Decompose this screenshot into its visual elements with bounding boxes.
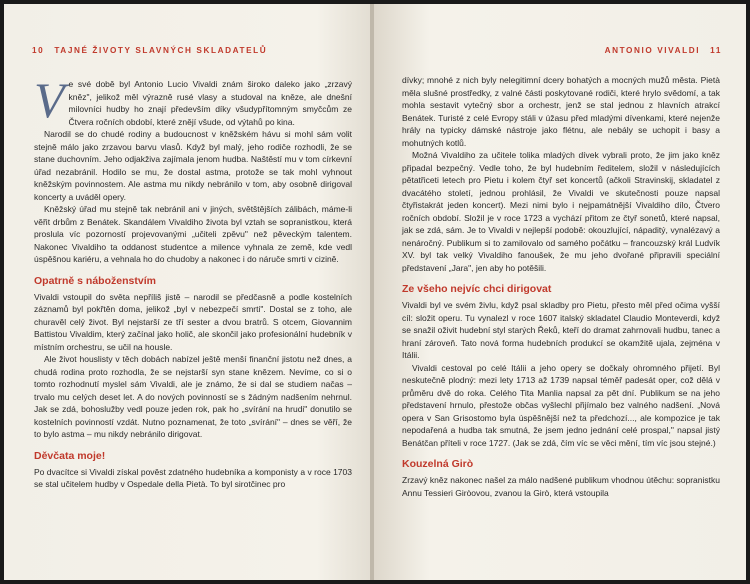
left-page-body bbox=[34, 72, 352, 491]
right-section1-paragraph-1: Vivaldi byl ve svém živlu, když psal skladby pro Pietu, přesto měl před očima vyšší cíl: složit operu. Tu vynalezl v roce 1607 italský skladatel Claudio Monteverdi, když se snažil oživit hudební styl starých Řeků, kteří do dramat zahrnovali hudbu, tanec a hraní zároveň. Tato nová forma hudebních produkcí se okamžitě ujala, zejména v Itálii. bbox=[402, 300, 720, 360]
right-section1-paragraph-2: Vivaldi cestoval po celé Itálii a jeho opery se dočkaly ohromného přijetí. Byl neskutečně plodný: mezi lety 1713 až 1739 napsal téměř padesát oper, což dělá v průměru dvě do roka. Celého Tita Manlia napsal za pět dní. Publikum se na jeho představení hrnulo, přestože občas vyšlechl přijímalo bez valného nadšení. „Nová opera v San Grisostomo byla úspěšnější než ta předchozí..., ale kompozice je tak nepodařená a hudba tak smutná, že jsem jedno jednání celé prospal," napsal jistý Benátčan příteli v roce 1727. (Jak se zdá, čím víc se věci mění, tím víc jsou stejné.) bbox=[402, 362, 720, 448]
section-heading-devcata: Děvčata moje! bbox=[34, 449, 106, 462]
right-intro-paragraph-2: Možná Vivaldiho za učitele tolika mladých dívek vybrali proto, že jim jako kněz připadal bezpečný. Vedle toho, že byl hudebním ředitelem, složil v následujících pětatřiceti letech pro Pietu i kolem čtyř set koncertů (ačkoli Stravinskij, skladatel z dvacátého století, jednou prohlásil, že Vivaldi ve skutečnosti pouze napsal čtyřistakrát jeden koncert). Mezi nimi bylo i nejpamátnější Vivaldiho dílo, Čtvero ročních období. Složil je v roce 1723 a vychází přitom ze čtyř sonetů, které napsal, jak se zdá, sám. Je to Vivaldi v nejlepší podobě: okouzlující, nápaditý, vynalézavý a nenáročný. Publikum si to zamilovalo od samého počátku – francouzský král Ludvík XV. byl tak velký Vivaldiho fanoušek, že mu jeho dvořané připravili speciální představení „Jara", jen aby ho potěšili. bbox=[402, 150, 720, 273]
left-running-head bbox=[32, 46, 267, 55]
dropcap: V bbox=[34, 72, 65, 128]
right-running-head-title: ANTONIO VIVALDI bbox=[604, 46, 701, 55]
book-spread bbox=[4, 4, 746, 580]
section-heading-dirigovat: Ze všeho nejvíc chci dirigovat bbox=[402, 283, 552, 295]
left-section2-paragraph-1: Po dvacítce si Vivaldi získal pověst zdatného hudebníka a komponisty a v roce 1703 se stal učitelem hudby v Ospedale della Pietà. To byl sirotčinec pro bbox=[34, 466, 352, 489]
section-heading-opatrne: Opatrně s náboženstvím bbox=[34, 274, 156, 287]
left-intro-paragraph-1: Ve své době byl Antonio Lucio Vivaldi znám široko daleko jako „zrzavý kněz", jelikož měl výrazně rusé vlasy a studoval na kněze, ale dnešní milovníci hudby ho znají především díky všudypřítomným smyčcům ze Čtvera ročních období, které znějí všude, od výtahů po kina. bbox=[34, 72, 352, 128]
right-intro-paragraph-1: dívky; mnohé z nich byly nelegitimní dcery bohatých a mocných mužů města. Pietà měla slušné prostředky, z valné části poskytované rodiči, které hrylo svědomí, a tak mohla sestavit vytečný sbor a orchestr, jenž se stal jednou z hlavních atrakcí Benátek. Turisté z celé Evropy stáli v úžasu před mladými dívenkami, které nejenže hrály na typicky dámské nástroje jako flétnu, ale nebály se uchopit i basy a mohutných kotlů. bbox=[402, 75, 720, 148]
left-page-number: 10 bbox=[32, 46, 45, 55]
left-section1-paragraph-1: Vivaldi vstoupil do světa nepříliš jistě – narodil se předčasně a podle kostelních záznamů byl pokřtěn doma, jelikož „byl v nebezpečí smrti". Dostal se z toho, ale churavěl celý život. Byl nejstarší ze tří sester a dvou bratrů. S otcem, Giovannim Battistou Vivaldim, který začínal jako holič, ale skončil jako profesionální hudebník v místním orchestru, se učil na housle. bbox=[34, 291, 352, 352]
left-intro-paragraph-3: Kněžský úřad mu stejně tak nebránil ani v jiných, světštějších zálibách, máme-li věřit drbům z Benátek. Skandálem Vivaldiho života byl vztah se sopranistkou, která proslula víc pozorností projevovanými „učiteli zpěvu" než pěveckým talentem. Nakonec Vivaldiho ta oddanost studentce a milence vyhnala ze země, kde vedl úspěšnou kariéru, a vehnala ho do chudoby a nakonec i do náruče smrti v cizině. bbox=[34, 204, 352, 264]
right-section2-paragraph-1: Zrzavý kněz nakonec našel za málo nadšené publikum vhodnou útěchu: sopranistku Annu Tessieri Girò​ovou, zvanou la Girò, která vstoupila bbox=[402, 475, 720, 498]
left-intro-paragraph-2: Narodil se do chudé rodiny a budoucnost v kněžském hávu si mohl sám volit stejně málo jako zrzavou barvu vlasů. Když byl malý, jeho rodiče rozhodli, že se stane duchovním. Jeho odjakživa zajímala jenom hudba. Naštěstí mu v tom církevní úřad nezabránil. Hodilo se mu, že dostal astma, protože se tak mohl vyhnout kněžským povinnostem. Ale astma mu nikdy nebránilo v tom, aby osobně dirigoval koncerty a uváděl opery. bbox=[34, 129, 352, 202]
right-running-head bbox=[605, 46, 722, 55]
section-heading-giro: Kouzelná Girò bbox=[402, 458, 474, 470]
left-section1-paragraph-2: Ale život houslisty v těch dobách nabízel ještě menší finanční jistotu než dnes, a chudá rodina proto rozhodla, že se nejstarší syn stane knězem. Nevíme, co si o tomto rozhodnutí myslel sám Vivaldi, ale je známo, že si dal se studiem načas – trvalo mu celých deset let. A do nových povinností se s žádným nadšením nehrnul. Jak se zdá, bohoslužby vedl pouze jeden rok, pak ho „svírání na hrudi" donutilo se kostelních povinností vzdát. Nutno poznamenat, že toto „svírání" – dnes se věří, že to bylo astma – mu nikdy nebránilo dirigovat. bbox=[34, 354, 352, 439]
right-page bbox=[374, 4, 746, 580]
left-page bbox=[4, 4, 372, 580]
right-page-body bbox=[402, 74, 720, 499]
left-running-head-title: TAJNÉ ŽIVOTY SLAVNÝCH SKLADATELŮ bbox=[54, 46, 268, 55]
right-page-number: 11 bbox=[710, 46, 722, 55]
